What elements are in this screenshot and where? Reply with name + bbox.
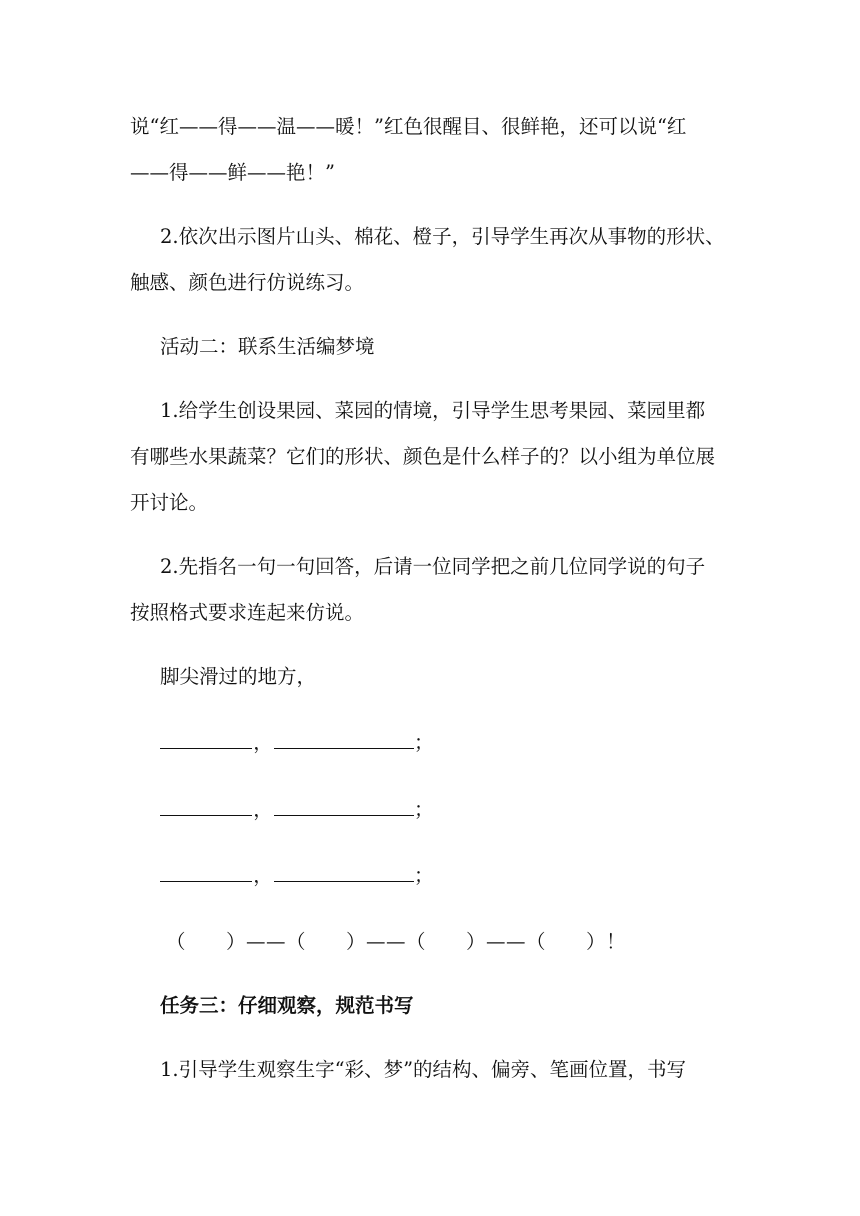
fill-blank-line: ， ； <box>160 797 434 823</box>
paragraph-line: 开讨论。 <box>130 491 209 514</box>
blank-long[interactable] <box>274 730 414 749</box>
blank-short[interactable] <box>160 863 252 882</box>
paragraph-line: 1.给学生创设果园、菜园的情境，引导学生思考果园、菜园里都 <box>160 399 706 422</box>
paragraph-line: 触感、颜色进行仿说练习。 <box>130 271 365 294</box>
paragraph-line: 有哪些水果蔬菜？它们的形状、颜色是什么样子的？以小组为单位展 <box>130 445 716 468</box>
blank-long[interactable] <box>274 797 414 816</box>
task-heading: 任务三：仔细观察，规范书写 <box>160 994 414 1017</box>
blank-long[interactable] <box>274 863 414 882</box>
paragraph-line: 2.先指名一句一句回答，后请一位同学把之前几位同学说的句子 <box>160 555 706 578</box>
paragraph-line: 按照格式要求连起来仿说。 <box>130 601 365 624</box>
paragraph-line: 1.引导学生观察生字“彩、梦”的结构、偏旁、笔画位置，书写 <box>160 1058 687 1081</box>
paragraph-line: ——得——鲜——艳！” <box>130 161 335 184</box>
activity-heading: 活动二：联系生活编梦境 <box>160 335 375 358</box>
paren-pattern: （ ）——（ ）——（ ）——（ ）！ <box>166 930 627 953</box>
template-intro: 脚尖滑过的地方， <box>160 665 317 688</box>
blank-short[interactable] <box>160 730 252 749</box>
paragraph-line: 说“红——得——温——暖！”红色很醒目、很鲜艳，还可以说“红 <box>130 115 687 138</box>
blank-short[interactable] <box>160 797 252 816</box>
fill-blank-line: ， ； <box>160 863 434 889</box>
fill-blank-line: ， ； <box>160 730 434 756</box>
paragraph-line: 2.依次出示图片山头、棉花、橙子，引导学生再次从事物的形状、 <box>160 225 725 248</box>
